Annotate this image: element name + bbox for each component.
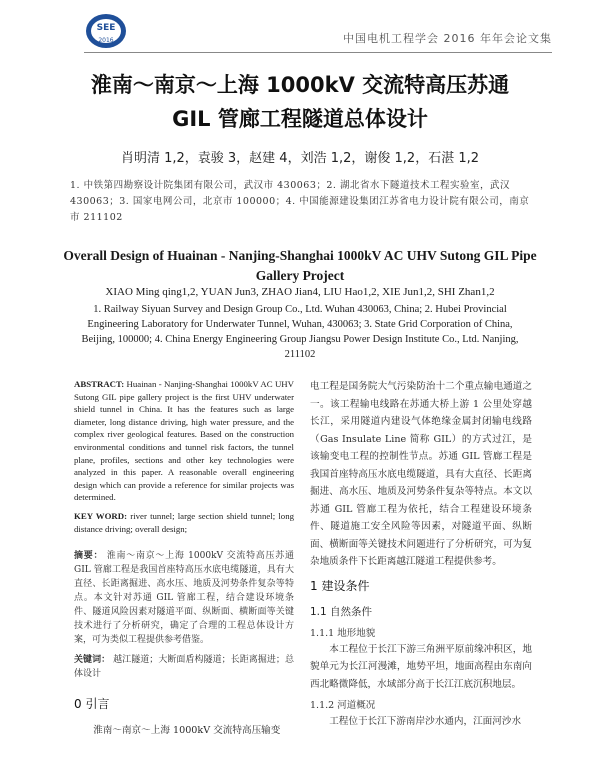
section-1-1-heading: 1.1 自然条件: [310, 605, 373, 618]
see-logo-icon: [84, 12, 128, 50]
header-rule: [84, 52, 552, 53]
title-cn-line2: GIL 管廊工程隧道总体设计: [172, 107, 428, 131]
abstract-en: [74, 378, 294, 504]
left-column: [74, 378, 294, 740]
abstract-en-label: ABSTRACT:: [74, 379, 125, 389]
abstract-en-text: Huainan - Nanjing-Shanghai 1000kV AC UHV Sutong GIL pipe gallery project is the first UHV underwater shield tunnel in China. It has the features such as large diameter, long distance driving, high water pressure, and the complex river geological features. Based on the construction environmental conditions and tunnel risk factors, the tunnel plane, profiles, sections and other key technologies were analyzed in this paper. A reasonable overall engineering design which can provide a reference for similar projects was determined.: [74, 379, 295, 503]
section-1-heading: 1 建设条件: [310, 578, 370, 593]
keywords-cn: [74, 653, 294, 681]
section-1-1-1-text: 本工程位于长江下游三角洲平原前缘冲积区，地貌单元为长江河漫滩，地势平坦，地面高程由东南向西北略微降低，水域部分高于长江江底沉积地层。: [310, 643, 532, 690]
section-1-1-2-heading: 1.1.2 河道概况: [310, 700, 376, 711]
intro-continued-text: 电工程是国务院大气污染防治十二个重点输电通道之一。该工程输电线路在苏通大桥上游 1 公里处穿越长江，采用隧道内建设气体绝缘金属封闭输电线路（Gas Insulate Line 简称 GIL）的方式过江，是该输变电工程的控制性节点。苏通 GIL 管廊工程是我国首座特高压水底电缆隧道，具有大直径、长距离掘进、高水压、地质及河势条件复杂等特点。本文以苏通 GIL 管廊工程为依托，结合工程建设环境条件、隧道施工安全风险等因素，对隧道平面、纵断面、横断面等关键技术问题进行了分析研究，可为复杂地质条件下长距离越江隧道工程提供参考。: [310, 381, 532, 567]
title-cn: [60, 68, 540, 136]
abstract-cn-text: 淮南～南京～上海 1000kV 交流特高压苏通 GIL 管廊工程是我国首座特高压水底电缆隧道，具有大直径、长距离掘进、高水压、地质及河势条件复杂等特点。本文针对苏通 GIL 管廊工程，结合建设环境条件、隧道风险因素对隧道平面、纵断面、横断面等关键技术进行了分析研究，确定了合理的工程总体设计方案，可为类似工程提供参考借鉴。: [74, 551, 294, 646]
title-en: Overall Design of Huainan - Nanjing-Shanghai 1000kV AC UHV Sutong GIL Pipe Gallery Project: [63, 248, 537, 283]
title-cn-line1: 淮南～南京～上海 1000kV 交流特高压苏通: [90, 73, 510, 97]
affiliations-cn: 1. 中铁第四勘察设计院集团有限公司，武汉市 430063；2. 湖北省水下隧道技术工程实验室，武汉 430063；3. 国家电网公司，北京市 100000；4. 中国能源建设集团江苏省电力设计院有限公司，南京市 211102: [70, 180, 530, 223]
abstract-cn-label: 摘要：: [74, 551, 104, 562]
keywords-cn-label: 关键词：: [74, 655, 111, 666]
keywords-en: [74, 510, 294, 535]
conference-header: 中国电机工程学会 2016 年年会论文集: [343, 32, 552, 45]
affiliations-en: 1. Railway Siyuan Survey and Design Group Co., Ltd. Wuhan 430063, China; 2. Hubei Provincial Engineering Laboratory for Underwater Tunnel, Wuhan, 430063; 3. State Grid Corporation of China, Beijing, 100000; 4. China Energy Engineering Group Jiangsu Power Design Institute Co., Ltd. Nanjing, 211102: [81, 304, 519, 360]
keywords-cn-text: 越江隧道；大断面盾构隧道；长距离掘进；总体设计: [74, 655, 294, 680]
section-1-1-1-heading: 1.1.1 地形地貌: [310, 627, 376, 639]
authors-cn: 肖明清 1,2，袁骏 3，赵建 4，刘浩 1,2，谢俊 1,2，石湛 1,2: [120, 151, 480, 166]
abstract-cn: [74, 549, 294, 647]
keywords-en-label: KEY WORD:: [74, 510, 128, 521]
svg-text:SEE: SEE: [96, 23, 116, 33]
keywords-en-text: river tunnel; large section shield tunnel; long distance driving; overall design;: [74, 510, 294, 534]
intro-text: 淮南～南京～上海 1000kV 交流特高压输变: [93, 725, 281, 737]
authors-en: XIAO Ming qing1,2, YUAN Jun3, ZHAO Jian4, LIU Hao1,2, XIE Jun1,2, SHI Zhan1,2: [105, 286, 495, 298]
logo-year: 2016: [98, 37, 114, 44]
section-1-1-2-text: 工程位于长江下游南岸沙水通内，江面河沙水: [329, 716, 522, 727]
right-column: [310, 378, 532, 731]
intro-heading: 0 引言: [74, 697, 110, 712]
